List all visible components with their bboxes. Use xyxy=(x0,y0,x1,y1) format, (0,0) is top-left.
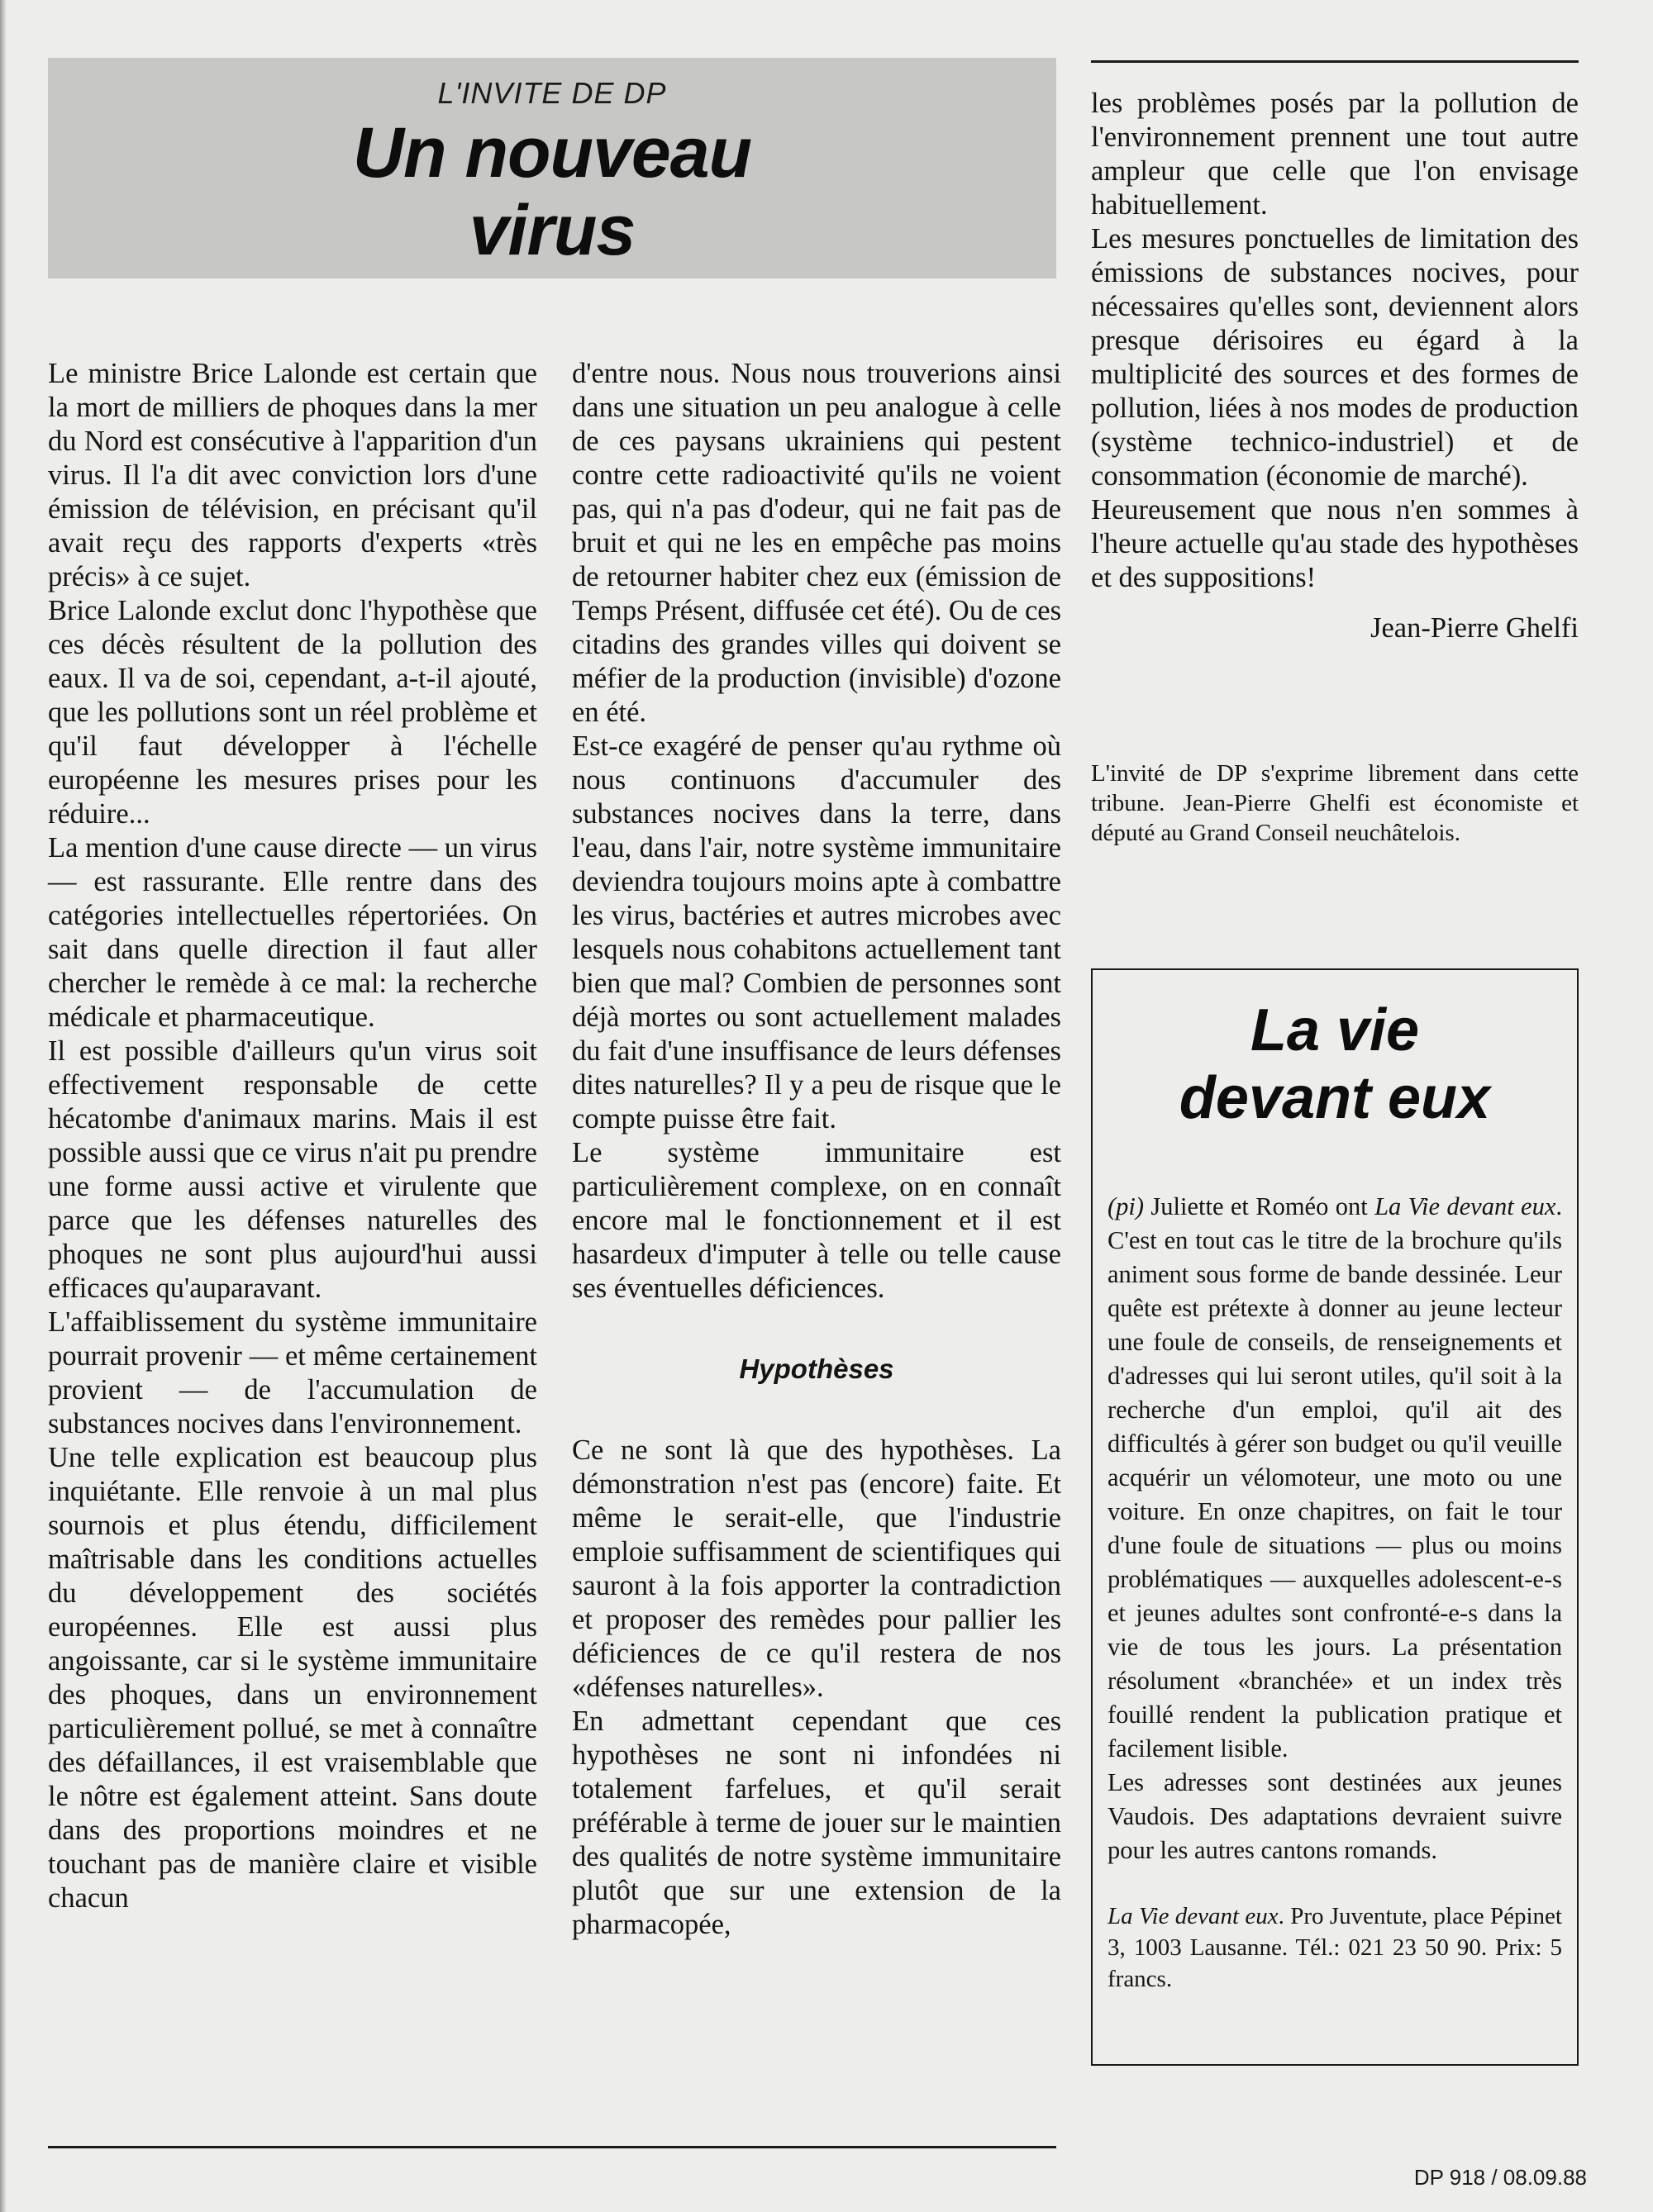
paragraph: Les mesures ponctuelles de limitation des émissions de substances nocives, pour nécessaires qu'elles sont, deviennent alors presque dérisoires eu égard à la multiplicité des sources et des formes de pollution, liées à nos modes de production (système technico-industriel) et de consommation (économie de marché). xyxy=(1091,223,1579,492)
paragraph: Brice Lalonde exclut donc l'hypothèse que ces décès résultent de la pollution des eaux. Il va de soi, cependant, a-t-il ajouté, que les pollutions sont un réel problème et qu'il faut développer à l'échelle européenne les mesures prises pour les réduire... xyxy=(48,595,537,830)
paragraph: Le système immunitaire est particulièrement complexe, on en connaît encore mal le fonctionnement et il est hasardeux d'imputer à telle ou telle cause ses éventuelles déficiences. xyxy=(572,1137,1061,1304)
paragraph: Il est possible d'ailleurs qu'un virus soit effectivement responsable de cette hécatombe d'animaux marins. Mais il est possible aussi que ce virus n'ait pu prendre une forme aussi active et virulente que parce que les défenses naturelles des phoques ne sont plus aujourd'hui aussi efficaces qu'auparavant. xyxy=(48,1035,537,1304)
box-paragraph: Les adresses sont destinées aux jeunes Vaudois. Des adaptations devraient suivre pour les autres cantons romands. xyxy=(1108,1768,1562,1864)
article-column-1 xyxy=(48,357,537,1915)
paragraph: Est-ce exagéré de penser qu'au rythme où nous continuons d'accumuler des substances nocives dans la terre, dans l'eau, dans l'air, notre système immunitaire deviendra toujours moins apte à combattre les virus, bactéries et autres microbes avec lesquels nous cohabitons actuellement tant bien que mal? Combien de personnes sont déjà mortes ou sont actuellement malades du fait d'une insuffisance de leurs défenses dites naturelles? Il y a peu de risque que le compte puisse être fait. xyxy=(572,730,1061,1135)
paragraph: Une telle explication est beaucoup plus inquiétante. Elle renvoie à un mal plus sournois et plus étendu, difficilement maîtrisable dans les conditions actuelles du développement des sociétés européennes. Elle est aussi plus angoissante, car si le système immunitaire des phoques, dans un environnement particulièrement pollué, se met à connaître des défaillances, il est vraisemblable que le nôtre est également atteint. Sans doute dans des proportions moindres et ne touchant pas de manière claire et visible chacun xyxy=(48,1442,537,1914)
title-line-1: Un nouveau xyxy=(352,113,752,193)
info-text: . Pro Juventute, place Pépinet 3, 1003 Lausanne. Tél.: 021 23 50 90. Prix: 5 francs. xyxy=(1108,1903,1562,1992)
subheading: Hypothèses xyxy=(739,1353,894,1384)
kicker: L'INVITE DE DP xyxy=(437,76,667,110)
paragraph: La mention d'une cause directe — un virus — est rassurante. Elle rentre dans des catégories intellectuelles répertoriées. On sait dans quelle direction il faut aller chercher le remède à ce mal: la recherche médicale et pharmaceutique. xyxy=(48,832,537,1033)
author-note: L'invité de DP s'exprime librement dans cette tribune. Jean-Pierre Ghelfi est économiste et député au Grand Conseil neuchâtelois. xyxy=(1091,760,1579,846)
bottom-rule xyxy=(48,2146,1056,2148)
paragraph: Ce ne sont là que des hypothèses. La démonstration n'est pas (encore) faite. Et même le serait-elle, que l'industrie emploie suffisamment de scientifiques qui sauront à la fois apporter la contradiction et proposer des remèdes pour pallier les déficiences de ce qu'il restera de nos «défenses naturelles». xyxy=(572,1434,1061,1703)
page-edge xyxy=(0,0,7,2212)
box-body xyxy=(1108,1190,1562,1867)
article-title xyxy=(48,114,1056,269)
sidebar-box xyxy=(1091,968,1579,2066)
author-signature: Jean-Pierre Ghelfi xyxy=(1370,612,1579,644)
article-column-3 xyxy=(1091,87,1579,645)
paragraph: les problèmes posés par la pollution de l'environnement prennent une tout autre ampleur que celle que l'on envisage habituellement. xyxy=(1091,88,1579,221)
info-title: La Vie devant eux xyxy=(1108,1903,1279,1929)
column-top-rule xyxy=(1091,60,1579,63)
box-title xyxy=(1093,997,1577,1132)
paragraph: En admettant cependant que ces hypothèses ne sont ni infondées ni totalement farfelues, et qu'il serait préférable à terme de jouer sur le maintien des qualités de notre système immunitaire plutôt que sur une extension de la pharmacopée, xyxy=(572,1705,1061,1940)
author-initials: (pi) xyxy=(1108,1192,1145,1220)
paragraph: Le ministre Brice Lalonde est certain que la mort de milliers de phoques dans la mer du Nord est consécutive à l'apparition d'un virus. Il l'a dit avec conviction lors d'une émission de télévision, en précisant qu'il avait reçu des rapports d'experts «très précis» à ce sujet. xyxy=(48,358,537,592)
brochure-title: La Vie devant eux xyxy=(1374,1192,1556,1220)
box-info xyxy=(1108,1900,1562,1995)
title-line-2: virus xyxy=(469,191,636,270)
paragraph: Heureusement que nous n'en sommes à l'heure actuelle qu'au stade des hypothèses et des suppositions! xyxy=(1091,494,1579,593)
issue-footer: DP 918 / 08.09.88 xyxy=(1413,2165,1587,2190)
paragraph: d'entre nous. Nous nous trouverions ainsi dans une situation un peu analogue à celle de ces paysans ukrainiens qui pestent contre cette radioactivité qu'ils ne voient pas, qui n'a pas d'odeur, qui ne fait pas de bruit et qui ne les en empêche pas moins de retourner habiter chez eux (émission de Temps Présent, diffusée cet été). Ou de ces citadins des grandes villes qui doivent se méfier de la production (invisible) d'ozone en été. xyxy=(572,358,1061,728)
box-title-line-1: La vie xyxy=(1250,997,1420,1063)
header-box xyxy=(48,58,1056,278)
box-title-line-2: devant eux xyxy=(1179,1065,1491,1131)
paragraph: L'affaiblissement du système immunitaire pourrait provenir — et même certainement provient — de l'accumulation de substances nocives dans l'environnement. xyxy=(48,1306,537,1439)
article-column-2 xyxy=(572,357,1061,1942)
box-text: Juliette et Roméo ont xyxy=(1144,1192,1375,1220)
box-paragraph xyxy=(1108,1190,1562,1766)
box-text: . C'est en tout cas le titre de la brochure qu'ils animent sous forme de bande dessinée. Leur quête est prétexte à donner au jeune lecteur une foule de conseils, de renseignements et d'adresses qui lui seront utiles, qu'il soit à la recherche d'un emploi, qu'il ait des difficultés à gérer son budget ou qu'il veuille acquérir un vélomoteur, une moto ou une voiture. En onze chapitres, on fait le tour d'une foule de situations — plus ou moins problématiques — auxquelles adolescent-e-s et jeunes adultes sont confronté-e-s dans la vie de tous les jours. La présentation résolument «branchée» et un index très fouillé rendent la publication pratique et facilement lisible. xyxy=(1108,1192,1562,1762)
